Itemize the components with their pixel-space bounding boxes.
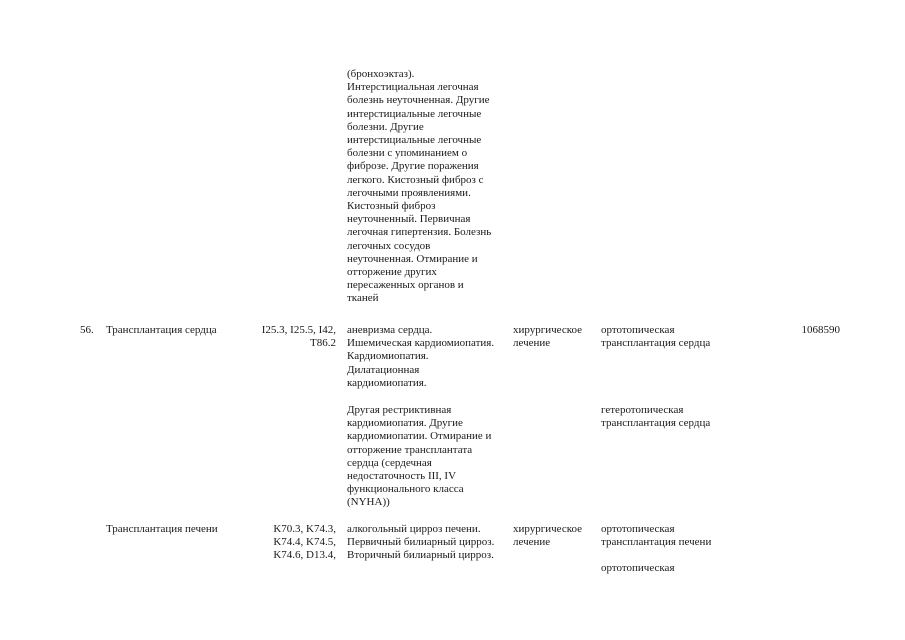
heart-transplant-name: Трансплантация сердца	[106, 324, 217, 336]
heart-method-orthotopic: ортотопическая трансплантация сердца	[601, 324, 711, 350]
heart-diagnosis-part-2: Другая рестриктивная кардиомиопатия. Другие кардиомиопатии. Отмирание и отторжение трансплантата сердца (сердечная недостаточность III, IV функционального класса (NYHA))	[347, 404, 492, 509]
liver-icd-codes: K70.3, K74.3, K74.4, K74.5, K74.6, D13.4,	[273, 523, 336, 562]
liver-method-orthotopic-2: ортотопическая	[601, 562, 675, 574]
row-number-56: 56.	[80, 324, 94, 336]
liver-method-orthotopic: ортотопическая трансплантация печени	[601, 523, 712, 549]
liver-diagnosis: алкогольный цирроз печени. Первичный билиарный цирроз. Вторичный билиарный цирроз.	[347, 523, 495, 562]
heart-diagnosis-part-1: аневризма сердца. Ишемическая кардиомиопатия. Кардиомиопатия. Дилатационная кардиомиопатия.	[347, 324, 495, 389]
heart-treatment-type: хирургическое лечение	[513, 324, 583, 350]
heart-icd-codes: I25.3, I25.5, I42, T86.2	[261, 324, 336, 350]
continued-diagnosis-text: (бронхоэктаз). Интерстициальная легочная болезнь неуточненная. Другие интерстициальные легочные болезни. Другие интерстициальные легочные болезни с упоминанием о фиброзе. Другие поражения легкого. Кистозный фиброз с легочными проявлениями. Кистозный фиброз неуточненный. Первичная легочная гипертензия. Болезнь легочных сосудов неуточненная. Отмирание и отторжение других пересаженных органов и тканей	[347, 68, 492, 305]
liver-transplant-name: Трансплантация печени	[106, 523, 218, 535]
heart-method-heterotopic: гетеротопическая трансплантация сердца	[601, 404, 711, 430]
heart-cost: 1068590	[801, 324, 840, 336]
liver-treatment-type: хирургическое лечение	[513, 523, 583, 549]
